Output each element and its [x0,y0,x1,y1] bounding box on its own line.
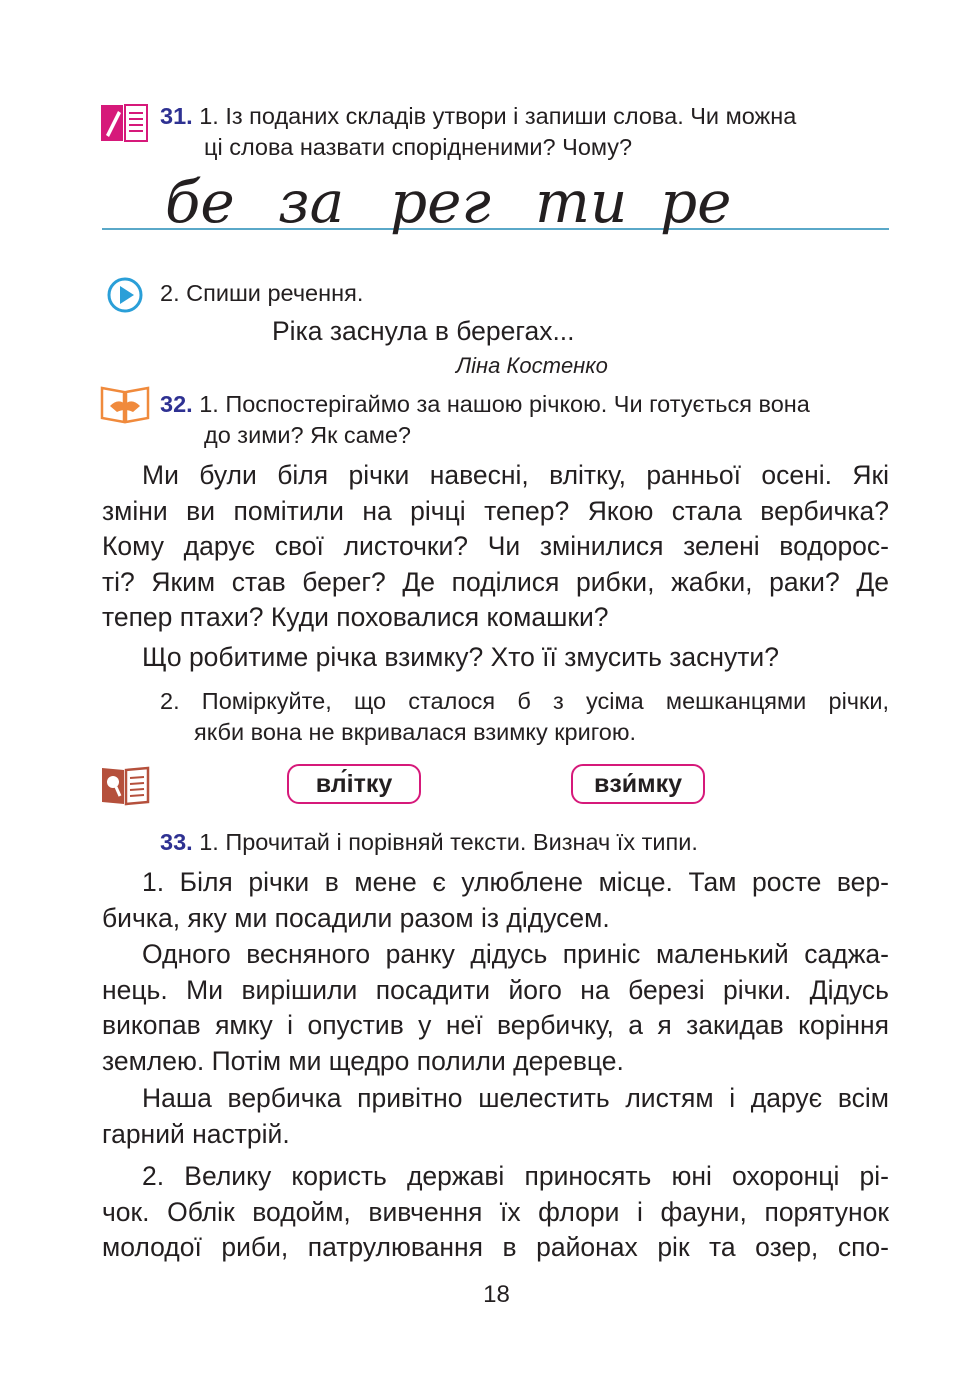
ex33-text1-paragraph-1 [102,865,889,936]
text-line: викопав ямку і опустив у неї вербичку, а я закидав коріння [102,1010,889,1040]
text-line: 1. Біля річки в мене є улюблене місце. Там росте вер- [142,867,889,897]
ex32-task1-line2: до зими? Як саме? [204,422,411,448]
writing-book-icon [100,101,148,145]
search-book-icon [100,766,150,806]
text-line: землею. Потім ми щедро полили деревце. [102,1045,624,1076]
text-line: нець. Ми вирішили посадити його на березі річки. Дідусь [102,974,889,1005]
ex32-number: 32. [160,391,193,417]
ex31-quote: Ріка заснула в берегах... [272,316,575,346]
ex31-task1-line1: 1. Із поданих складів утвори і запиши слова. Чи можна [199,103,797,129]
ex32-paragraph-2: Що робитиме річка взимку? Хто її змусить заснути? [142,642,779,672]
ex32-task2-line1: 2. Поміркуйте, що сталося б з усіма мешканцями річки, [160,688,889,714]
ex33-text2-paragraph-1 [102,1159,889,1266]
syllable-3: рег [390,168,491,236]
syllable-1: бе [165,168,235,236]
ex32-task1-line1: 1. Поспостерігаймо за нашою річкою. Чи готується вона [199,391,810,417]
text-line: бичка, яку ми посадили разом із дідусем. [102,902,610,933]
text-line: Наша вербичка привітно шелестить листям і дарує всім [142,1083,889,1113]
ex32-task2 [160,686,889,748]
ex31-task1-line2: ці слова назвати спорідненими? Чому? [204,134,633,160]
word-badge-winter [571,764,705,804]
ex31-task1 [160,101,895,163]
text-line: Кому дарує свої листочки? Чи змінилися зелені водорос- [102,531,889,561]
text-line: Одного весняного ранку дідусь приніс маленький саджа- [142,939,889,969]
ex32-task1 [160,389,895,451]
text-line: чок. Облік водойм, вивчення їх флори і фауни, порятунок [102,1196,889,1227]
text-line: тепер птахи? Куди поховалися комашки? [102,602,609,632]
ex32-task2-line2: якби вона не вкривалася взимку кригою. [194,719,636,745]
ex33-text1-paragraph-3 [102,1081,889,1152]
ex33-task1-text: 1. Прочитай і порівняй тексти. Визнач їх типи. [199,829,698,855]
text-line: ті? Яким став берег? Де поділися рибки, жабки, раки? Де [102,566,889,597]
ex32-paragraph-1 [102,458,889,636]
word-badge-summer [287,764,421,804]
page-number: 18 [483,1281,510,1308]
syllable-5: ре [660,168,732,236]
handshake-book-icon [100,384,150,424]
text-line: молодої риби, патрулювання в районах рік та озер, спо- [102,1232,889,1262]
text-line: 2. Велику користь державі приносять юні охоронці рі- [142,1161,889,1191]
text-line: Ми були біля річки навесні, влітку, ранньої осені. Які [142,460,889,490]
word-summer: вл́ітку [315,769,393,798]
ex31-number: 31. [160,103,193,129]
audio-play-icon[interactable] [106,276,144,314]
text-line: гарний настрій. [102,1118,290,1149]
ex31-author: Ліна Костенко [456,353,608,378]
syllable-2: за [278,168,345,236]
ex31-task2: 2. Спиши речення. [160,280,364,306]
word-winter: взи́мку [593,769,683,798]
ex33-number: 33. [160,829,193,855]
text-line: зміни ви помітили на річці тепер? Якою стала вербичка? [102,495,889,526]
ex33-task1 [160,827,698,858]
ex33-text1-paragraph-2 [102,937,889,1079]
syllable-4: ти [535,168,628,236]
